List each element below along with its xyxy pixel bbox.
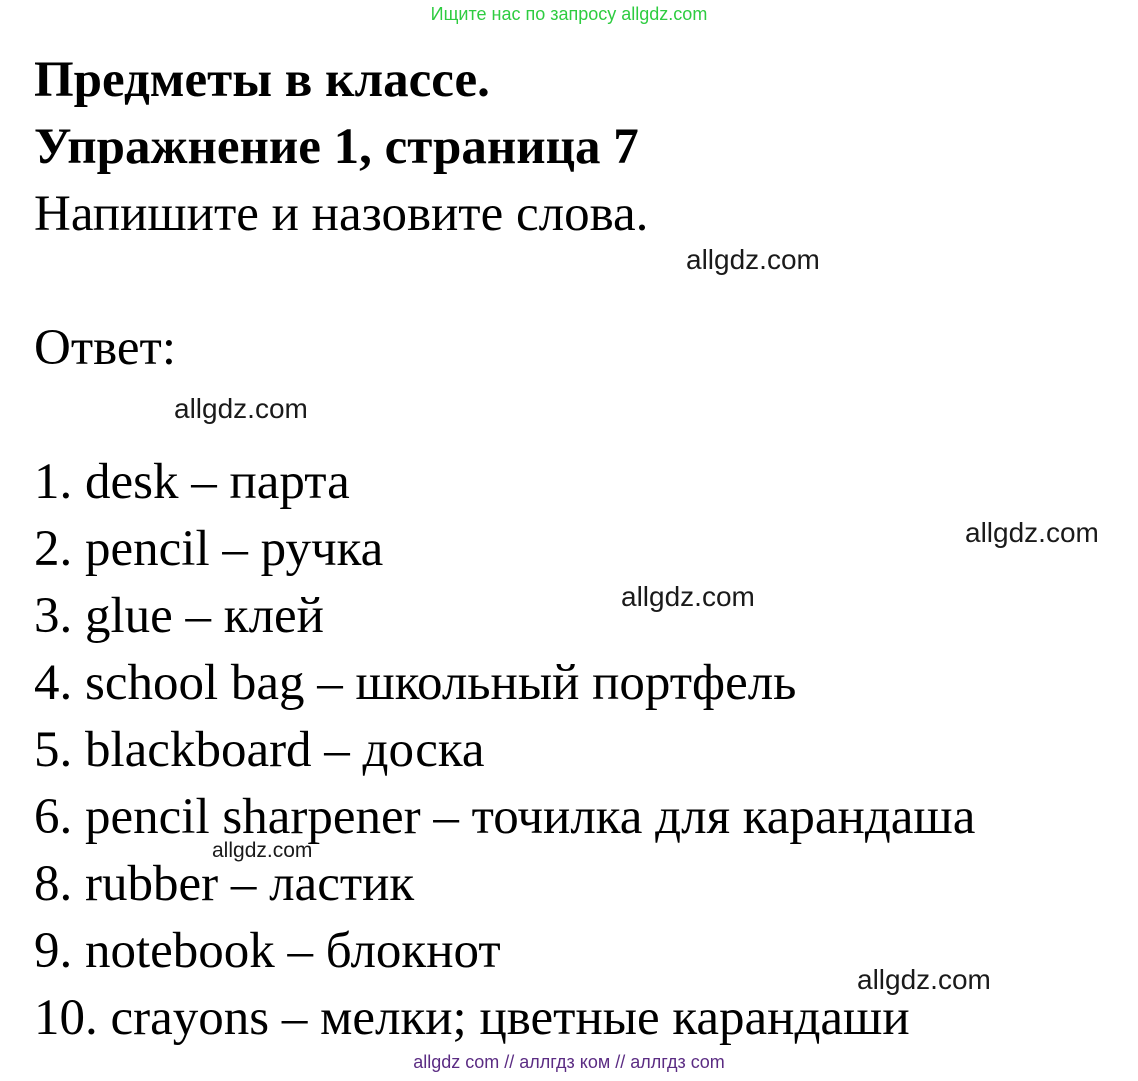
answer-label: Ответ: [34, 320, 176, 376]
watermark: allgdz.com [686, 244, 820, 275]
answer-list [34, 449, 975, 1052]
exercise-heading: Упражнение 1, страница 7 [34, 119, 639, 175]
instruction-text: Напишите и назовите слова. [34, 186, 649, 242]
watermark: allgdz.com [965, 517, 1099, 548]
answer-item: 5. blackboard – доска [34, 722, 485, 778]
answer-item: 1. desk – парта [34, 454, 350, 510]
watermark: allgdz.com [174, 393, 308, 424]
answer-item: 3. glue – клей [34, 588, 324, 644]
footer-links[interactable]: allgdz com // аллгдз ком // аллгдз com [413, 1052, 725, 1072]
top-banner-link[interactable]: Ищите нас по запросу allgdz.com [430, 4, 708, 24]
answer-item: 10. crayons – мелки; цветные карандаши [34, 990, 910, 1046]
answer-item: 4. school bag – школьный портфель [34, 655, 797, 711]
answer-item: 2. pencil – ручка [34, 521, 384, 577]
watermark: allgdz.com [857, 964, 991, 995]
watermark: allgdz.com [212, 839, 313, 862]
page-title: Предметы в классе. [34, 52, 490, 108]
answer-item: 9. notebook – блокнот [34, 923, 501, 979]
answer-item: 6. pencil sharpener – точилка для карандаша [34, 789, 976, 845]
watermark: allgdz.com [621, 581, 755, 612]
answer-item: 8. rubber – ластик [34, 856, 415, 912]
